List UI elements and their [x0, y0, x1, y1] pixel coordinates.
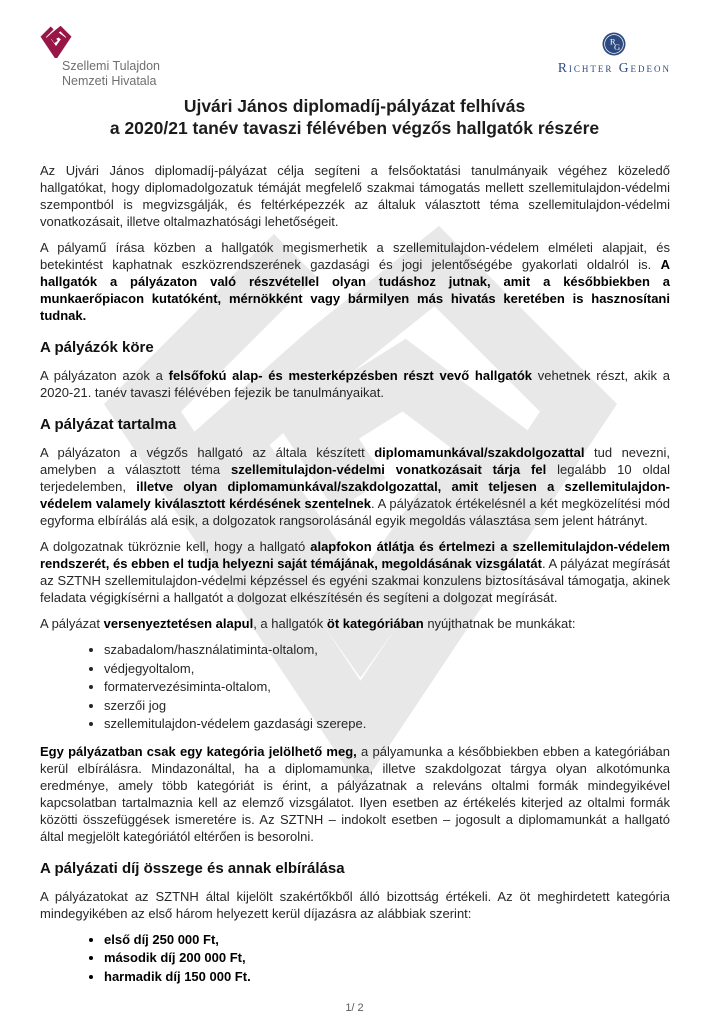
paragraph-bold-run: öt kategóriában: [326, 616, 424, 631]
paragraph-bold-run: versenyeztetésen alapul: [103, 616, 254, 631]
bullet-item: • formatervezésiminta-oltalom,: [104, 678, 670, 697]
sztnh-name-line2: Nemzeti Hivatala: [62, 74, 157, 88]
bullet-list: [40, 641, 670, 734]
page-number: 1/ 2: [345, 1002, 364, 1014]
paragraph-bold-run: alapfokon átlátja és értelmezi a szellemitulajdon-védelem rendszerét, és ebben el tudja helyezni saját témájának, megoldásának vizsgálatát: [40, 539, 670, 571]
paragraph: [40, 888, 670, 922]
page-title-line2: a 2020/21 tanév tavaszi félévében végzős hallgatók részére: [109, 118, 600, 138]
paragraph-run: Az Ujvári János diplomadíj-pályázat célja segíteni a felsőoktatási tanulmányaik végéhez közeledő hallgatókat, hogy diplomadolgozatuk témáját megfelelő szakmai támogatás mellett szellemitulajdon-védelmi szempontból is megvizsgálják, és feltérképezzék az általuk választott téma szellemitulajdon-védelmi vonatkozásait, illetve oltalmazhatósági lehetőségeit.: [40, 163, 670, 229]
paragraph-run: . A pályázat megírását az SZTNH szellemitulajdon-védelmi képzéssel és egyéni szakmai konzulens biztosításával támogatja, akinek feladata végigkísérni a hallgatót a dolgozat elkészítésén és segíteni a dolgozat megírását.: [40, 556, 671, 605]
paragraph-run: A pályamű írása közben a hallgatók megismerhetik a szellemitulajdon-védelem elméleti alapjait, és betekintést kaphatnak eszközrendszerének gazdasági és jogi jelentőségébe gyakorlati oldalról is.: [40, 240, 670, 272]
sztnh-logo-icon: [40, 26, 72, 58]
paragraph-run: tud nevezni, amelyben a választott téma: [40, 445, 670, 477]
paragraph-bold-run: illetve olyan diplomamunkával/szakdolgozattal, amit teljesen a szellemitulajdon-védelem valamely kiválasztott kérdésének szentelnek: [40, 479, 670, 511]
paragraph: [40, 367, 670, 401]
page-title-line1: Ujvári János diplomadíj-pályázat felhívás: [183, 96, 526, 116]
paragraph-run: A pályázaton azok a: [40, 368, 169, 383]
paragraph-bold-run: szellemitulajdon-védelmi vonatkozásait tárja fel: [231, 462, 547, 477]
paragraph: [40, 743, 670, 845]
paragraph: [40, 239, 670, 324]
paragraph-run: legalább 10 oldal terjedelemben,: [40, 462, 671, 494]
sztnh-logo-block: [40, 26, 160, 89]
paragraph-run: vehetnek részt, akik a 2020-21. tanév tavaszi félévében fejezik be tanulmányaikat.: [40, 368, 670, 400]
richter-gedeon-icon: [602, 32, 626, 56]
richter-logo-block: [558, 32, 685, 76]
bullet-item: • védjegyoltalom,: [104, 660, 670, 679]
bullet-item: • szellemitulajdon-védelem gazdasági szerepe.: [104, 715, 670, 734]
document-header: [0, 0, 709, 89]
paragraph-run: . A pályázatok értékelésnél a két megközelítési mód egyforma elbírálás alá esik, a dolgozatok rangsorolásánál egyik megoldás választása sem jelent hátrányt.: [40, 496, 670, 528]
bullet-item: • harmadik díj 150 000 Ft.: [104, 968, 670, 987]
richter-monogram-g: G: [614, 41, 621, 52]
page-title: [0, 95, 709, 139]
section-heading: A pályázók köre: [40, 339, 154, 356]
sztnh-name-line1: Szellemi Tulajdon: [62, 59, 160, 73]
paragraph-run: nyújthatnak be munkákat:: [423, 616, 576, 631]
sztnh-logo-text: [62, 59, 160, 89]
richter-gedeon-name: Richter Gedeon: [557, 60, 671, 75]
paragraph: [40, 538, 670, 606]
paragraph-run: a pályamunka a későbbiekben ebben a kategóriában kerül elbírálásra. Mindazonáltal, ha a diplomamunka, illetve szakdolgozat tárgya olyan alkotómunka eredménye, amely több kategóriát is érint, a pályázatnak a releváns oltalmi formák mindegyikével kapcsolatban tartalmaznia kell az elemző vizsgálatot. Ilyen esetben az értékelés kiterjed az oltalmi formák közötti összefüggések ismeretére is. Az SZTNH – indokolt esetben – jogosult a diplomamunkát a hallgató által megjelölt kategóriától eltérően is besorolni.: [40, 743, 670, 844]
paragraph: [40, 162, 670, 230]
paragraph: [40, 444, 670, 529]
bullet-item: • második díj 200 000 Ft,: [104, 949, 670, 968]
richter-monogram-r: R: [610, 36, 617, 47]
bullet-item: • szerzői jog: [104, 697, 670, 716]
paragraph-bold-run: A hallgatók a pályázaton való részvétellel olyan tudáshoz jutnak, amit a későbbiekben a munkaerőpiacon kutatóként, mérnökként vagy bármilyen más hivatás keretében is hasznosítani tudnak.: [40, 257, 670, 323]
paragraph-run: A pályázaton a végzős hallgató az általa készített: [40, 445, 375, 460]
paragraph-run: A dolgozatnak tükröznie kell, hogy a hallgató: [40, 539, 311, 554]
paragraph: [40, 615, 670, 632]
paragraph-bold-run: felsőfokú alap- és mesterképzésben részt vevő hallgatók: [168, 368, 532, 383]
document-body: [0, 162, 709, 986]
paragraph-run: A pályázatokat az SZTNH által kijelölt szakértőkből álló bizottság értékeli. Az öt meghirdetett kategória mindegyikében az első három helyezett kerül díjazásra az alábbiak szerint:: [40, 888, 670, 921]
paragraph-bold-run: diplomamunkával/szakdolgozattal: [374, 445, 585, 460]
bullet-item: • szabadalom/használatiminta-oltalom,: [104, 641, 670, 660]
section-heading: A pályázati díj összege és annak elbírálása: [40, 859, 345, 877]
paragraph-bold-run: Egy pályázatban csak egy kategória jelölhető meg,: [40, 743, 357, 759]
paragraph-run: , a hallgatók: [253, 616, 327, 631]
paragraph-run: A pályázat: [40, 616, 104, 631]
bullet-list: [40, 931, 670, 987]
bullet-item: • első díj 250 000 Ft,: [104, 931, 670, 950]
section-heading: A pályázat tartalma: [40, 416, 177, 433]
